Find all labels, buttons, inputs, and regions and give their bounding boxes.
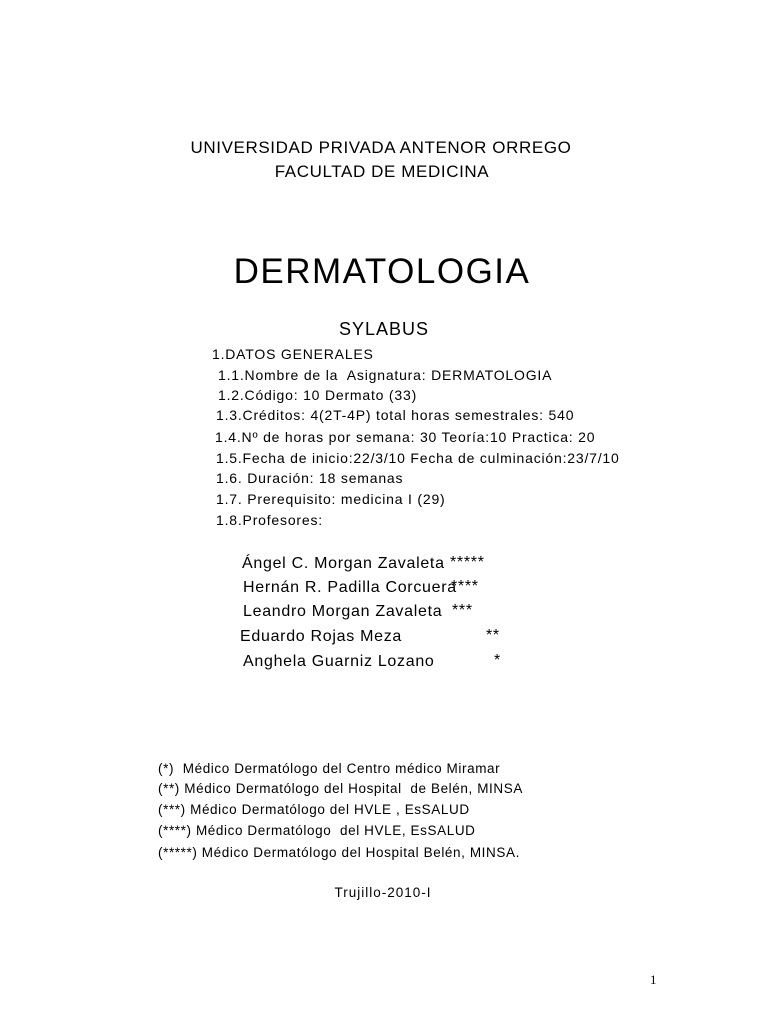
professor-name: Hernán R. Padilla Corcuera <box>243 579 457 596</box>
general-data-item: 1.2.Código: 10 Dermato (33) <box>218 387 418 403</box>
document-subtitle: SYLABUS <box>338 319 430 339</box>
general-data-item: 1.5.Fecha de inicio:22/3/10 Fecha de culminación:23/7/10 <box>216 450 620 466</box>
professor-mark: ** <box>486 627 500 644</box>
faculty-name: FACULTAD DE MEDICINA <box>274 162 490 181</box>
professor-mark: * <box>494 652 501 669</box>
general-data-item: 1.3.Créditos: 4(2T-4P) total horas semestrales: 540 <box>216 407 575 423</box>
footnote: (**) Médico Dermatólogo del Hospital de Belén, MINSA <box>158 781 523 796</box>
footnote: (****) Médico Dermatólogo del HVLE, EsSALUD <box>158 823 476 838</box>
professor-name: Eduardo Rojas Meza <box>240 628 403 645</box>
professor-name: Leandro Morgan Zavaleta <box>243 603 443 620</box>
footnote: (*****) Médico Dermatólogo del Hospital Belén, MINSA. <box>158 845 520 860</box>
university-name: UNIVERSIDAD PRIVADA ANTENOR ORREGO <box>190 138 572 157</box>
general-data-item: 1.7. Prerequisito: medicina I (29) <box>216 491 446 507</box>
section-heading: 1.DATOS GENERALES <box>212 346 374 362</box>
professor-name: Anghela Guarniz Lozano <box>243 653 435 670</box>
footnote: (***) Médico Dermatólogo del HVLE , EsSALUD <box>158 802 470 817</box>
general-data-item: 1.4.Nº de horas por semana: 30 Teoría:10 Practica: 20 <box>215 429 596 445</box>
document-title: DERMATOLOGIA <box>233 252 531 291</box>
footnote: (*) Médico Dermatólogo del Centro médico Miramar <box>158 761 501 776</box>
page-number: 1 <box>650 972 657 987</box>
place-date: Trujillo-2010-I <box>334 885 432 900</box>
professor-mark: **** <box>451 578 479 595</box>
professor-mark: ***** <box>450 554 485 571</box>
general-data-item: 1.8.Profesores: <box>216 512 323 528</box>
general-data-item: 1.1.Nombre de la Asignatura: DERMATOLOGIA <box>218 367 553 383</box>
professor-mark: *** <box>452 602 473 619</box>
professor-name: Ángel C. Morgan Zavaleta <box>242 555 445 572</box>
general-data-item: 1.6. Duración: 18 semanas <box>216 470 404 486</box>
